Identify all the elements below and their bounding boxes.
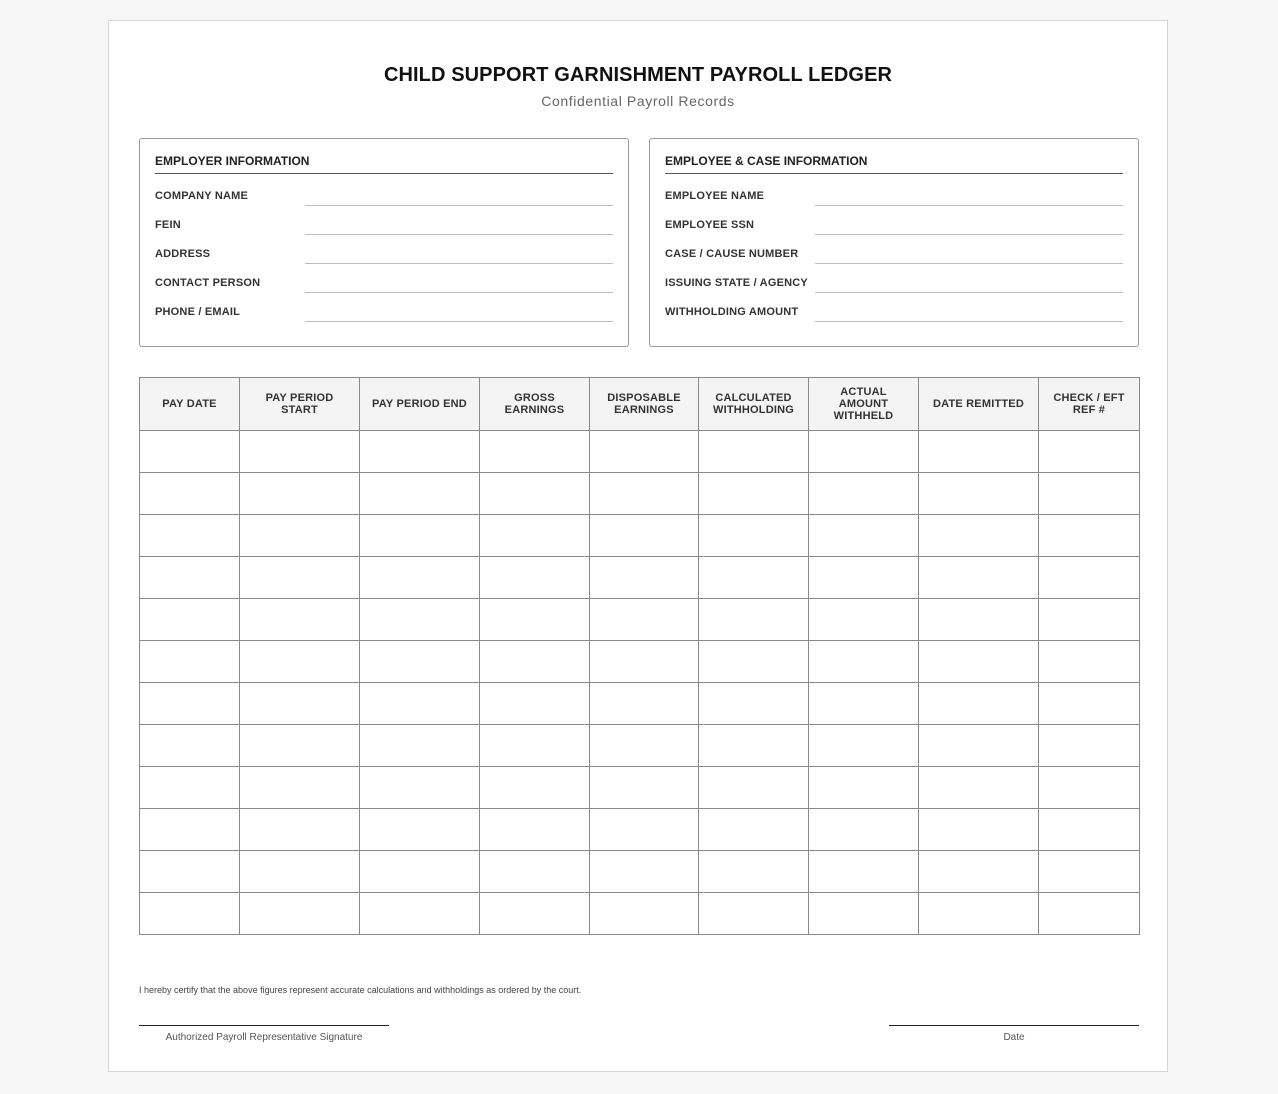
fein-input-line[interactable] — [305, 234, 613, 235]
withholding-amount-input-line[interactable] — [815, 321, 1123, 322]
date-label: Date — [1003, 1032, 1025, 1043]
phone-email-field[interactable] — [155, 300, 613, 322]
column-header-actual-amount-withheld: ACTUAL AMOUNT WITHHELD — [809, 378, 919, 431]
cell-pay-date[interactable] — [140, 599, 240, 641]
cell-calculated-withholding[interactable] — [699, 767, 809, 809]
cell-pay-date[interactable] — [140, 515, 240, 557]
table-row — [140, 725, 1140, 767]
cell-date-remitted[interactable] — [919, 893, 1039, 935]
cell-gross-earnings[interactable] — [480, 725, 590, 767]
employee-name-input-line[interactable] — [815, 205, 1123, 206]
table-row — [140, 473, 1140, 515]
cell-pay-period-start[interactable] — [240, 473, 360, 515]
employer-information-panel — [139, 138, 629, 347]
cell-gross-earnings[interactable] — [480, 767, 590, 809]
table-row — [140, 767, 1140, 809]
phone-email-input-line[interactable] — [305, 321, 613, 322]
ledger-body — [140, 431, 1140, 935]
cell-disposable-earnings[interactable] — [590, 725, 699, 767]
table-row — [140, 599, 1140, 641]
cell-calculated-withholding[interactable] — [699, 851, 809, 893]
cell-pay-period-end[interactable] — [360, 809, 480, 851]
cell-pay-date[interactable] — [140, 851, 240, 893]
cell-calculated-withholding[interactable] — [699, 557, 809, 599]
cell-actual-amount-withheld[interactable] — [809, 431, 919, 473]
cell-disposable-earnings[interactable] — [590, 641, 699, 683]
cell-disposable-earnings[interactable] — [590, 599, 699, 641]
cell-pay-period-start[interactable] — [240, 515, 360, 557]
cell-pay-date[interactable] — [140, 557, 240, 599]
cell-disposable-earnings[interactable] — [590, 431, 699, 473]
cell-calculated-withholding[interactable] — [699, 893, 809, 935]
case-number-field[interactable] — [665, 242, 1123, 264]
cell-pay-date[interactable] — [140, 767, 240, 809]
cell-check-eft-ref[interactable] — [1039, 851, 1140, 893]
employee-case-information-panel — [649, 138, 1139, 347]
cell-pay-period-start[interactable] — [240, 725, 360, 767]
cell-check-eft-ref[interactable] — [1039, 473, 1140, 515]
table-row — [140, 809, 1140, 851]
cell-date-remitted[interactable] — [919, 683, 1039, 725]
garnishment-ledger-table — [139, 377, 1140, 935]
cell-pay-period-start[interactable] — [240, 809, 360, 851]
cell-date-remitted[interactable] — [919, 473, 1039, 515]
case-number-label: CASE / CAUSE NUMBER — [665, 248, 799, 260]
cell-actual-amount-withheld[interactable] — [809, 641, 919, 683]
cell-date-remitted[interactable] — [919, 725, 1039, 767]
cell-disposable-earnings[interactable] — [590, 473, 699, 515]
table-row — [140, 431, 1140, 473]
case-number-input-line[interactable] — [815, 263, 1123, 264]
cell-gross-earnings[interactable] — [480, 809, 590, 851]
contact-person-label: CONTACT PERSON — [155, 277, 261, 289]
cell-disposable-earnings[interactable] — [590, 851, 699, 893]
cell-check-eft-ref[interactable] — [1039, 641, 1140, 683]
employee-name-field[interactable] — [665, 184, 1123, 206]
employee-name-label: EMPLOYEE NAME — [665, 190, 765, 202]
fein-label: FEIN — [155, 219, 181, 231]
cell-actual-amount-withheld[interactable] — [809, 473, 919, 515]
address-label: ADDRESS — [155, 248, 211, 260]
cell-actual-amount-withheld[interactable] — [809, 515, 919, 557]
cell-check-eft-ref[interactable] — [1039, 725, 1140, 767]
table-row — [140, 851, 1140, 893]
cell-gross-earnings[interactable] — [480, 431, 590, 473]
cell-gross-earnings[interactable] — [480, 641, 590, 683]
cell-pay-date[interactable] — [140, 725, 240, 767]
cell-actual-amount-withheld[interactable] — [809, 893, 919, 935]
column-header-disposable-earnings: DISPOSABLE EARNINGS — [590, 378, 699, 431]
cell-disposable-earnings[interactable] — [590, 893, 699, 935]
cell-gross-earnings[interactable] — [480, 557, 590, 599]
cell-calculated-withholding[interactable] — [699, 809, 809, 851]
cell-pay-period-start[interactable] — [240, 599, 360, 641]
cell-pay-date[interactable] — [140, 683, 240, 725]
cell-pay-period-end[interactable] — [360, 893, 480, 935]
table-row — [140, 557, 1140, 599]
column-header-pay-date: PAY DATE — [140, 378, 240, 431]
cell-pay-period-start[interactable] — [240, 767, 360, 809]
cell-actual-amount-withheld[interactable] — [809, 557, 919, 599]
cell-date-remitted[interactable] — [919, 809, 1039, 851]
employee-ssn-field[interactable] — [665, 213, 1123, 235]
cell-date-remitted[interactable] — [919, 557, 1039, 599]
cell-calculated-withholding[interactable] — [699, 515, 809, 557]
phone-email-label: PHONE / EMAIL — [155, 306, 241, 318]
page-title: CHILD SUPPORT GARNISHMENT PAYROLL LEDGER — [383, 64, 893, 86]
issuing-agency-label: ISSUING STATE / AGENCY — [665, 277, 808, 289]
contact-person-input-line[interactable] — [305, 292, 613, 293]
employee-ssn-input-line[interactable] — [815, 234, 1123, 235]
cell-pay-period-start[interactable] — [240, 641, 360, 683]
company-name-field[interactable] — [155, 184, 613, 206]
cell-actual-amount-withheld[interactable] — [809, 851, 919, 893]
cell-pay-period-end[interactable] — [360, 767, 480, 809]
cell-date-remitted[interactable] — [919, 641, 1039, 683]
cell-calculated-withholding[interactable] — [699, 599, 809, 641]
cell-date-remitted[interactable] — [919, 599, 1039, 641]
cell-pay-period-end[interactable] — [360, 851, 480, 893]
page-subtitle: Confidential Payroll Records — [541, 93, 735, 109]
cell-disposable-earnings[interactable] — [590, 767, 699, 809]
issuing-agency-field[interactable] — [665, 271, 1123, 293]
cell-calculated-withholding[interactable] — [699, 473, 809, 515]
cell-pay-period-end[interactable] — [360, 557, 480, 599]
cell-pay-date[interactable] — [140, 473, 240, 515]
cell-actual-amount-withheld[interactable] — [809, 683, 919, 725]
cell-pay-period-end[interactable] — [360, 473, 480, 515]
cell-pay-date[interactable] — [140, 431, 240, 473]
cell-gross-earnings[interactable] — [480, 515, 590, 557]
cell-disposable-earnings[interactable] — [590, 515, 699, 557]
cell-pay-period-end[interactable] — [360, 431, 480, 473]
cell-calculated-withholding[interactable] — [699, 683, 809, 725]
cell-date-remitted[interactable] — [919, 851, 1039, 893]
cell-actual-amount-withheld[interactable] — [809, 599, 919, 641]
cell-pay-date[interactable] — [140, 893, 240, 935]
cell-pay-period-end[interactable] — [360, 725, 480, 767]
cell-pay-period-start[interactable] — [240, 557, 360, 599]
cell-pay-period-end[interactable] — [360, 599, 480, 641]
cell-check-eft-ref[interactable] — [1039, 683, 1140, 725]
cell-calculated-withholding[interactable] — [699, 641, 809, 683]
column-header-check-eft-ref: CHECK / EFT REF # — [1039, 378, 1140, 431]
column-header-pay-period-end: PAY PERIOD END — [360, 378, 480, 431]
cell-disposable-earnings[interactable] — [590, 557, 699, 599]
employee-case-information-heading: EMPLOYEE & CASE INFORMATION — [665, 154, 1123, 174]
cell-actual-amount-withheld[interactable] — [809, 809, 919, 851]
date-line[interactable] — [889, 1025, 1139, 1043]
company-name-input-line[interactable] — [305, 205, 613, 206]
cell-calculated-withholding[interactable] — [699, 725, 809, 767]
cell-actual-amount-withheld[interactable] — [809, 767, 919, 809]
cell-check-eft-ref[interactable] — [1039, 599, 1140, 641]
cell-disposable-earnings[interactable] — [590, 683, 699, 725]
certification-statement: I hereby certify that the above figures represent accurate calculations and withholdings as ordered by the court. — [139, 985, 582, 995]
cell-pay-period-start[interactable] — [240, 683, 360, 725]
cell-disposable-earnings[interactable] — [590, 809, 699, 851]
cell-date-remitted[interactable] — [919, 515, 1039, 557]
cell-gross-earnings[interactable] — [480, 599, 590, 641]
withholding-amount-field[interactable] — [665, 300, 1123, 322]
cell-gross-earnings[interactable] — [480, 893, 590, 935]
cell-check-eft-ref[interactable] — [1039, 557, 1140, 599]
cell-gross-earnings[interactable] — [480, 851, 590, 893]
cell-gross-earnings[interactable] — [480, 473, 590, 515]
cell-pay-period-end[interactable] — [360, 683, 480, 725]
cell-pay-period-end[interactable] — [360, 515, 480, 557]
employer-information-heading: EMPLOYER INFORMATION — [155, 154, 613, 174]
ledger-page — [108, 20, 1168, 1072]
address-field[interactable] — [155, 242, 613, 264]
issuing-agency-input-line[interactable] — [815, 292, 1123, 293]
cell-pay-date[interactable] — [140, 809, 240, 851]
address-input-line[interactable] — [305, 263, 613, 264]
cell-pay-period-start[interactable] — [240, 431, 360, 473]
cell-pay-period-start[interactable] — [240, 893, 360, 935]
column-header-pay-period-start: PAY PERIOD START — [240, 378, 360, 431]
ledger-header-row — [140, 378, 1140, 431]
cell-calculated-withholding[interactable] — [699, 431, 809, 473]
cell-check-eft-ref[interactable] — [1039, 431, 1140, 473]
cell-date-remitted[interactable] — [919, 431, 1039, 473]
cell-pay-date[interactable] — [140, 641, 240, 683]
signature-label: Authorized Payroll Representative Signature — [165, 1032, 363, 1043]
table-row — [140, 515, 1140, 557]
signature-line[interactable] — [139, 1025, 389, 1043]
withholding-amount-label: WITHHOLDING AMOUNT — [665, 306, 799, 318]
table-row — [140, 641, 1140, 683]
company-name-label: COMPANY NAME — [155, 190, 249, 202]
employee-ssn-label: EMPLOYEE SSN — [665, 219, 755, 231]
column-header-date-remitted: DATE REMITTED — [919, 378, 1039, 431]
table-row — [140, 893, 1140, 935]
cell-check-eft-ref[interactable] — [1039, 767, 1140, 809]
fein-field[interactable] — [155, 213, 613, 235]
column-header-gross-earnings: GROSS EARNINGS — [480, 378, 590, 431]
cell-check-eft-ref[interactable] — [1039, 809, 1140, 851]
cell-pay-period-end[interactable] — [360, 641, 480, 683]
cell-pay-period-start[interactable] — [240, 851, 360, 893]
column-header-calculated-withholding: CALCULATED WITHHOLDING — [699, 378, 809, 431]
cell-actual-amount-withheld[interactable] — [809, 725, 919, 767]
cell-gross-earnings[interactable] — [480, 683, 590, 725]
cell-check-eft-ref[interactable] — [1039, 515, 1140, 557]
cell-date-remitted[interactable] — [919, 767, 1039, 809]
cell-check-eft-ref[interactable] — [1039, 893, 1140, 935]
table-row — [140, 683, 1140, 725]
contact-person-field[interactable] — [155, 271, 613, 293]
